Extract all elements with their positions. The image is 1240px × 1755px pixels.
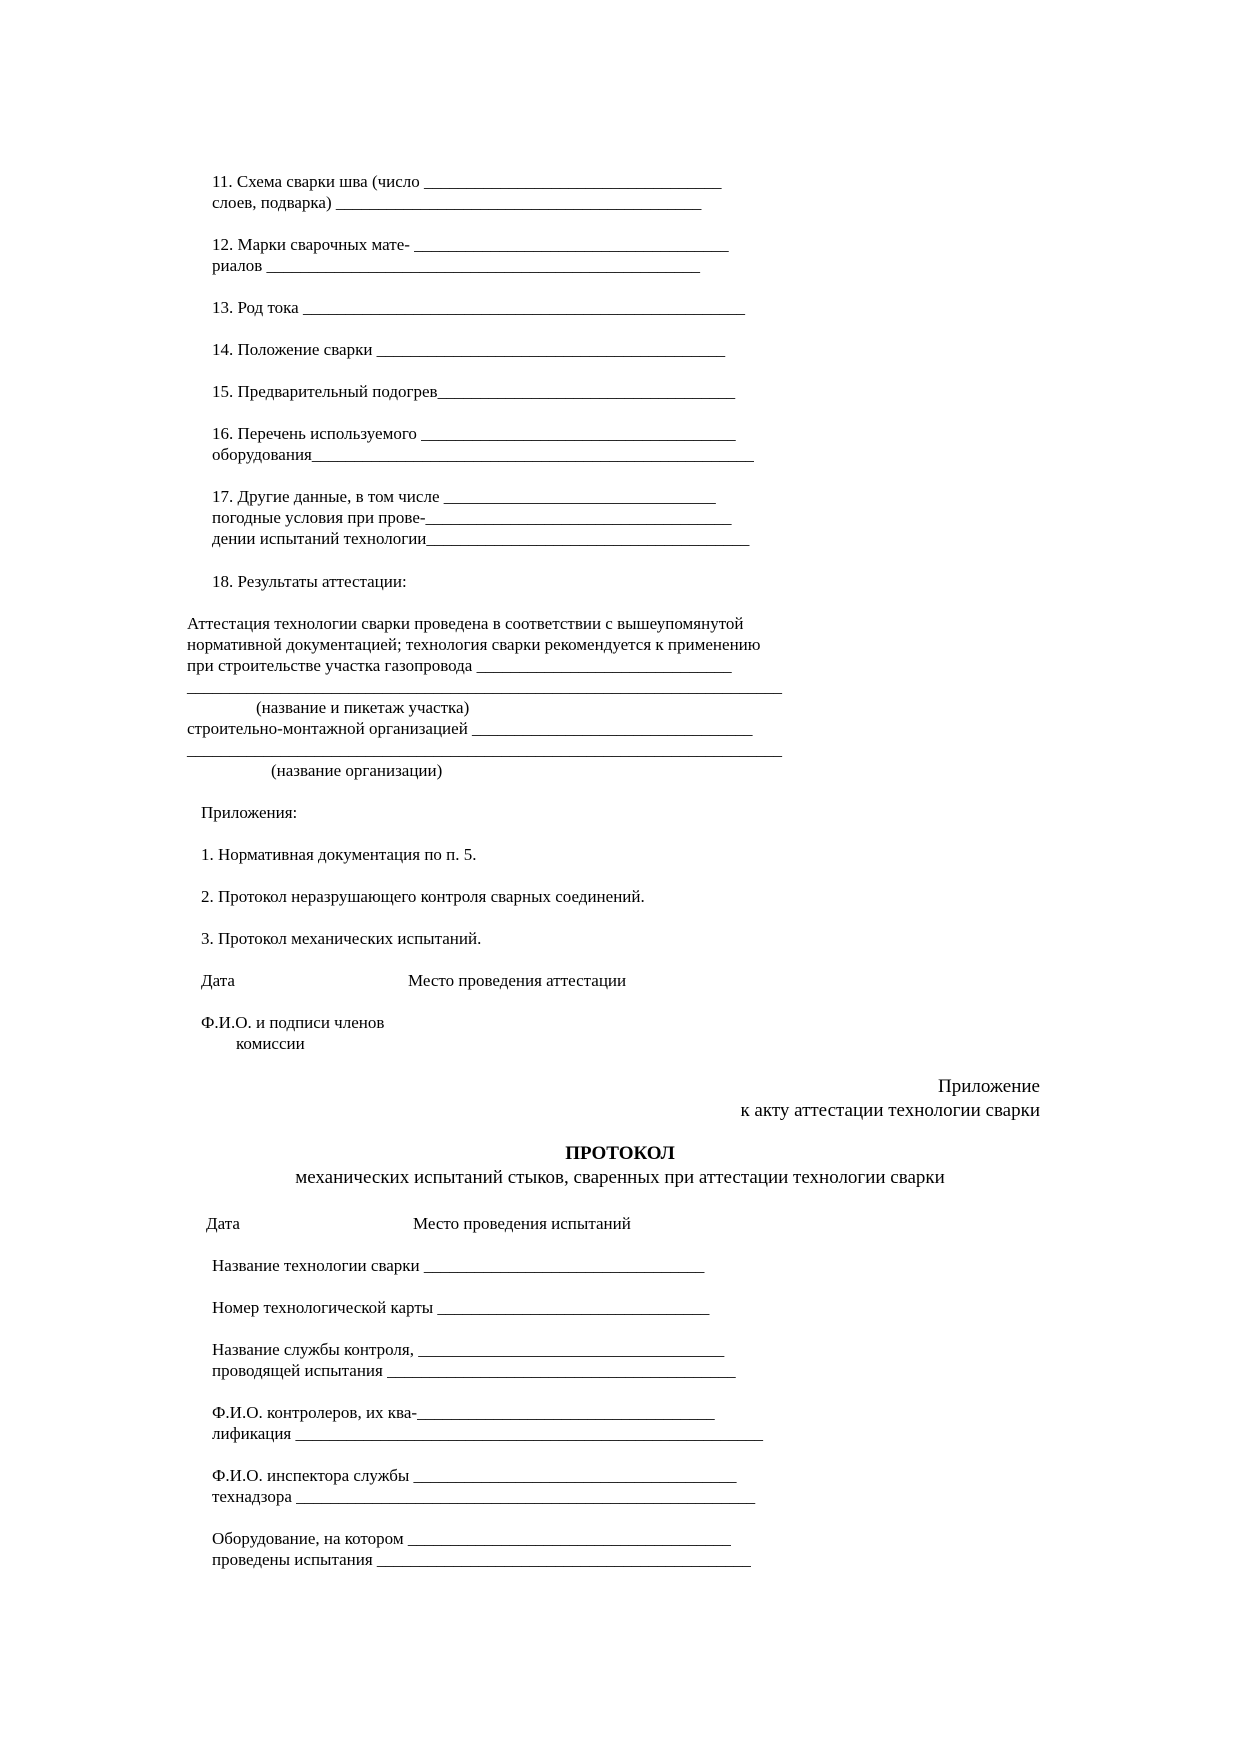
caption-section-name: (название и пикетаж участка) [256, 698, 470, 717]
protocol-title: ПРОТОКОЛ [565, 1143, 675, 1164]
item-12-line-2: риалов ___________________________________________________ [212, 256, 701, 275]
protocol-place-label: Место проведения испытаний [413, 1214, 631, 1233]
item-15-line-1: 15. Предварительный подогрев___________________________________ [212, 382, 736, 401]
attestation-full-rule-1: ______________________________________________________________________ [187, 677, 782, 696]
protocol-field-inspector-line-1: Ф.И.О. инспектора службы ______________________________________ [212, 1466, 737, 1485]
protocol-field-tech-card-number: Номер технологической карты ________________________________ [212, 1298, 710, 1317]
appendix-note-line-2: к акту аттестации технологии сварки [740, 1100, 1040, 1121]
protocol-field-equipment-line-2: проведены испытания ____________________________________________ [212, 1550, 751, 1569]
signoff-signers-line-2: комиссии [236, 1034, 305, 1053]
item-17-line-1: 17. Другие данные, в том числе ________________________________ [212, 487, 716, 506]
item-13-line-1: 13. Род тока ____________________________________________________ [212, 298, 745, 317]
attestation-text-line-1: Аттестация технологии сварки проведена в соответствии с вышеупомянутой [187, 614, 744, 633]
item-18-heading: 18. Результаты аттестации: [212, 572, 407, 591]
protocol-field-equipment-line-1: Оборудование, на котором ______________________________________ [212, 1529, 731, 1548]
signoff-place-label: Место проведения аттестации [408, 971, 627, 990]
attestation-org-line: строительно-монтажной организацией _________________________________ [187, 719, 753, 738]
protocol-field-controllers-line-1: Ф.И.О. контролеров, их ква-___________________________________ [212, 1403, 715, 1422]
signoff-date-label: Дата [201, 971, 235, 990]
item-17-line-2: погодные условия при прове-____________________________________ [212, 508, 732, 527]
item-14-line-1: 14. Положение сварки _________________________________________ [212, 340, 726, 359]
item-12-line-1: 12. Марки сварочных мате- _____________________________________ [212, 235, 729, 254]
protocol-subtitle: механических испытаний стыков, сваренных при аттестации технологии сварки [295, 1167, 945, 1188]
attachment-item-3: 3. Протокол механических испытаний. [201, 929, 482, 948]
protocol-date-label: Дата [206, 1214, 240, 1233]
item-11-line-1: 11. Схема сварки шва (число ___________________________________ [212, 172, 722, 191]
item-16-line-1: 16. Перечень используемого _____________________________________ [212, 424, 736, 443]
protocol-field-controllers-line-2: лификация _______________________________________________________ [212, 1424, 764, 1443]
item-11-line-2: слоев, подварка) ___________________________________________ [212, 193, 702, 212]
protocol-field-control-service-line-1: Название службы контроля, ____________________________________ [212, 1340, 725, 1359]
attestation-text-line-2: нормативной документацией; технология сварки рекомендуется к применению [187, 635, 761, 654]
protocol-field-control-service-line-2: проводящей испытания _________________________________________ [212, 1361, 736, 1380]
protocol-field-inspector-line-2: технадзора ______________________________________________________ [212, 1487, 756, 1506]
appendix-note-line-1: Приложение [938, 1076, 1040, 1097]
attachment-item-1: 1. Нормативная документация по п. 5. [201, 845, 477, 864]
attestation-text-line-3: при строительстве участка газопровода ______________________________ [187, 656, 732, 675]
item-17-line-3: дении испытаний технологии______________________________________ [212, 529, 750, 548]
attachments-heading: Приложения: [201, 803, 298, 822]
caption-organization-name: (название организации) [271, 761, 443, 780]
attachment-item-2: 2. Протокол неразрушающего контроля сварных соединений. [201, 887, 645, 906]
protocol-field-technology-name: Название технологии сварки _________________________________ [212, 1256, 705, 1275]
attestation-full-rule-2: ______________________________________________________________________ [187, 740, 782, 759]
signoff-signers-line-1: Ф.И.О. и подписи членов [201, 1013, 385, 1032]
item-16-line-2: оборудования____________________________________________________ [212, 445, 754, 464]
